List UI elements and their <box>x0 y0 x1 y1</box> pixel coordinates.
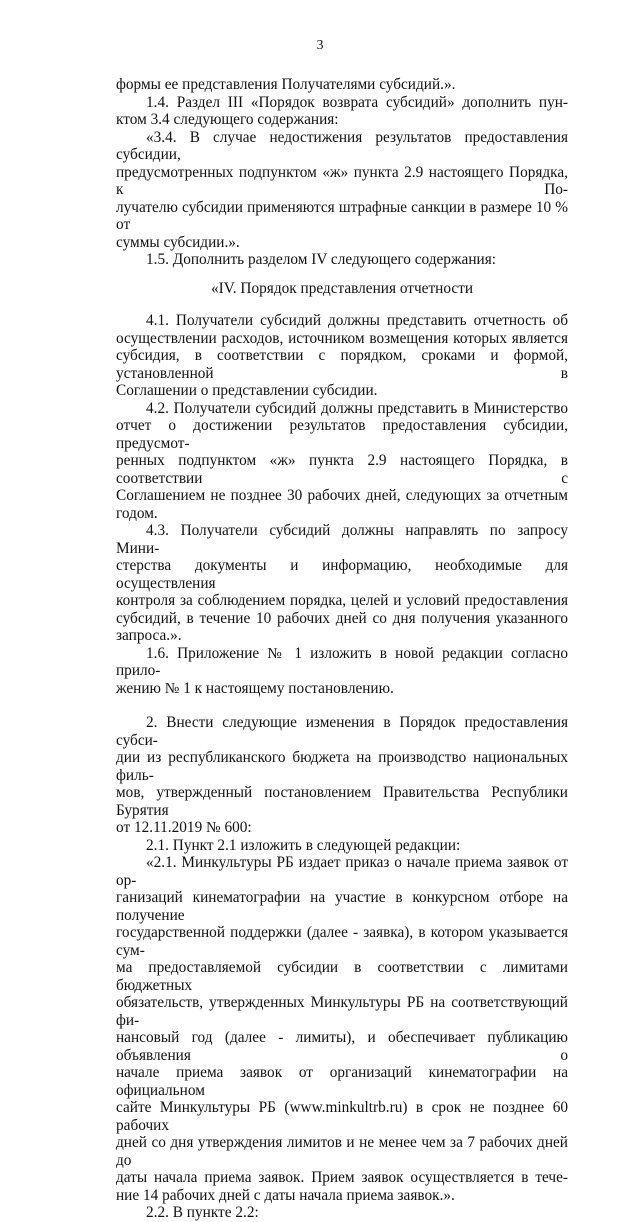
text-line: дней со дня утверждения лимитов и не менее чем за 7 рабочих дней до <box>116 1134 568 1169</box>
text-line: субсидия, в соответствии с порядком, сроками и формой, установленной в <box>116 347 568 382</box>
text-line: ктом 3.4 следующего содержания: <box>116 111 339 128</box>
text-line: ганизаций кинематографии на участие в конкурсном отборе на получение <box>116 889 568 924</box>
text-line: «2.1. Минкультуры РБ издает приказ о начале приема заявок от ор- <box>116 854 568 889</box>
text-line: начале приема заявок от организаций кинематографии на официальном <box>116 1064 568 1099</box>
text-line: сайте Минкультуры РБ (www.minkultrb.ru) в срок не позднее 60 рабочих <box>116 1099 568 1134</box>
text-line: формы ее представления Получателями субсидий.». <box>116 76 456 93</box>
text-line: 2. Внести следующие изменения в Порядок предоставления субси- <box>116 714 568 749</box>
text-line: 2.1. Пункт 2.1 изложить в следующей редакции: <box>146 836 461 854</box>
text-line: Соглашением не позднее 30 рабочих дней, следующих за отчетным <box>116 487 568 504</box>
text-line: 1.5. Дополнить разделом IV следующего содержания: <box>146 251 496 268</box>
document-body <box>116 76 568 1222</box>
text-line: 4.3. Получатели субсидий должны направлять по запросу Мини- <box>116 522 568 557</box>
section-heading: «IV. Порядок представления отчетности <box>210 279 474 297</box>
page-number: 3 <box>316 38 324 53</box>
text-line: 1.4. Раздел III «Порядок возврата субсидий» дополнить пун- <box>146 93 568 111</box>
text-line: 1.6. Приложение № 1 изложить в новой редакции согласно прило- <box>116 644 568 679</box>
text-line: лучателю субсидии применяются штрафные санкции в размере 10 % от <box>116 198 568 233</box>
text-line: государственной поддержки (далее - заявка), в котором указывается сум- <box>116 924 568 959</box>
text-line: ма предоставляемой субсидии в соответствии с лимитами бюджетных <box>116 959 568 994</box>
text-line: дии из республиканского бюджета на производство национальных филь- <box>116 749 568 784</box>
text-line: суммы субсидии.». <box>116 233 240 251</box>
text-line: даты начала приема заявок. Прием заявок осуществляется в тече- <box>116 1169 568 1186</box>
text-line: от 12.11.2019 № 600: <box>116 819 252 836</box>
text-line: мов, утвержденный постановлением Правительства Республики Бурятия <box>116 784 568 819</box>
text-line: Соглашении о представлении субсидии. <box>116 382 378 399</box>
text-line: предусмотренных подпунктом «ж» пункта 2.9 настоящего Порядка, к По- <box>116 163 568 198</box>
text-line: осуществлении расходов, источником возмещения которых является <box>116 329 568 347</box>
text-line: контроля за соблюдением порядка, целей и условий предоставления <box>116 592 568 609</box>
text-line: 4.1. Получатели субсидий должны представить отчетность об <box>146 312 568 329</box>
text-line: стерства документы и информацию, необходимые для осуществления <box>116 557 568 592</box>
text-line: жению № 1 к настоящему постановлению. <box>116 679 394 697</box>
text-line: 4.2. Получатели субсидий должны представить в Министерство <box>146 399 568 417</box>
text-line: «3.4. В случае недостижения результатов предоставления субсидии, <box>116 128 568 163</box>
text-line: ренных подпунктом «ж» пункта 2.9 настоящего Порядка, в соответствии с <box>116 452 568 487</box>
text-line: годом. <box>116 504 158 522</box>
text-line: субсидий, в течение 10 рабочих дней со дня получения указанного <box>116 609 568 627</box>
text-line: запроса.». <box>116 627 182 644</box>
text-line: ние 14 рабочих дней с даты начала приема заявок.». <box>116 1186 455 1204</box>
text-line: 2.2. В пункте 2.2: <box>146 1204 259 1221</box>
text-line: нансовый год (далее - лимиты), и обеспечивает публикацию объявления о <box>116 1029 568 1064</box>
text-line: обязательств, утвержденных Минкультуры РБ на соответствующий фи- <box>116 994 568 1029</box>
text-line: отчет о достижении результатов предоставления субсидии, предусмот- <box>116 417 568 452</box>
